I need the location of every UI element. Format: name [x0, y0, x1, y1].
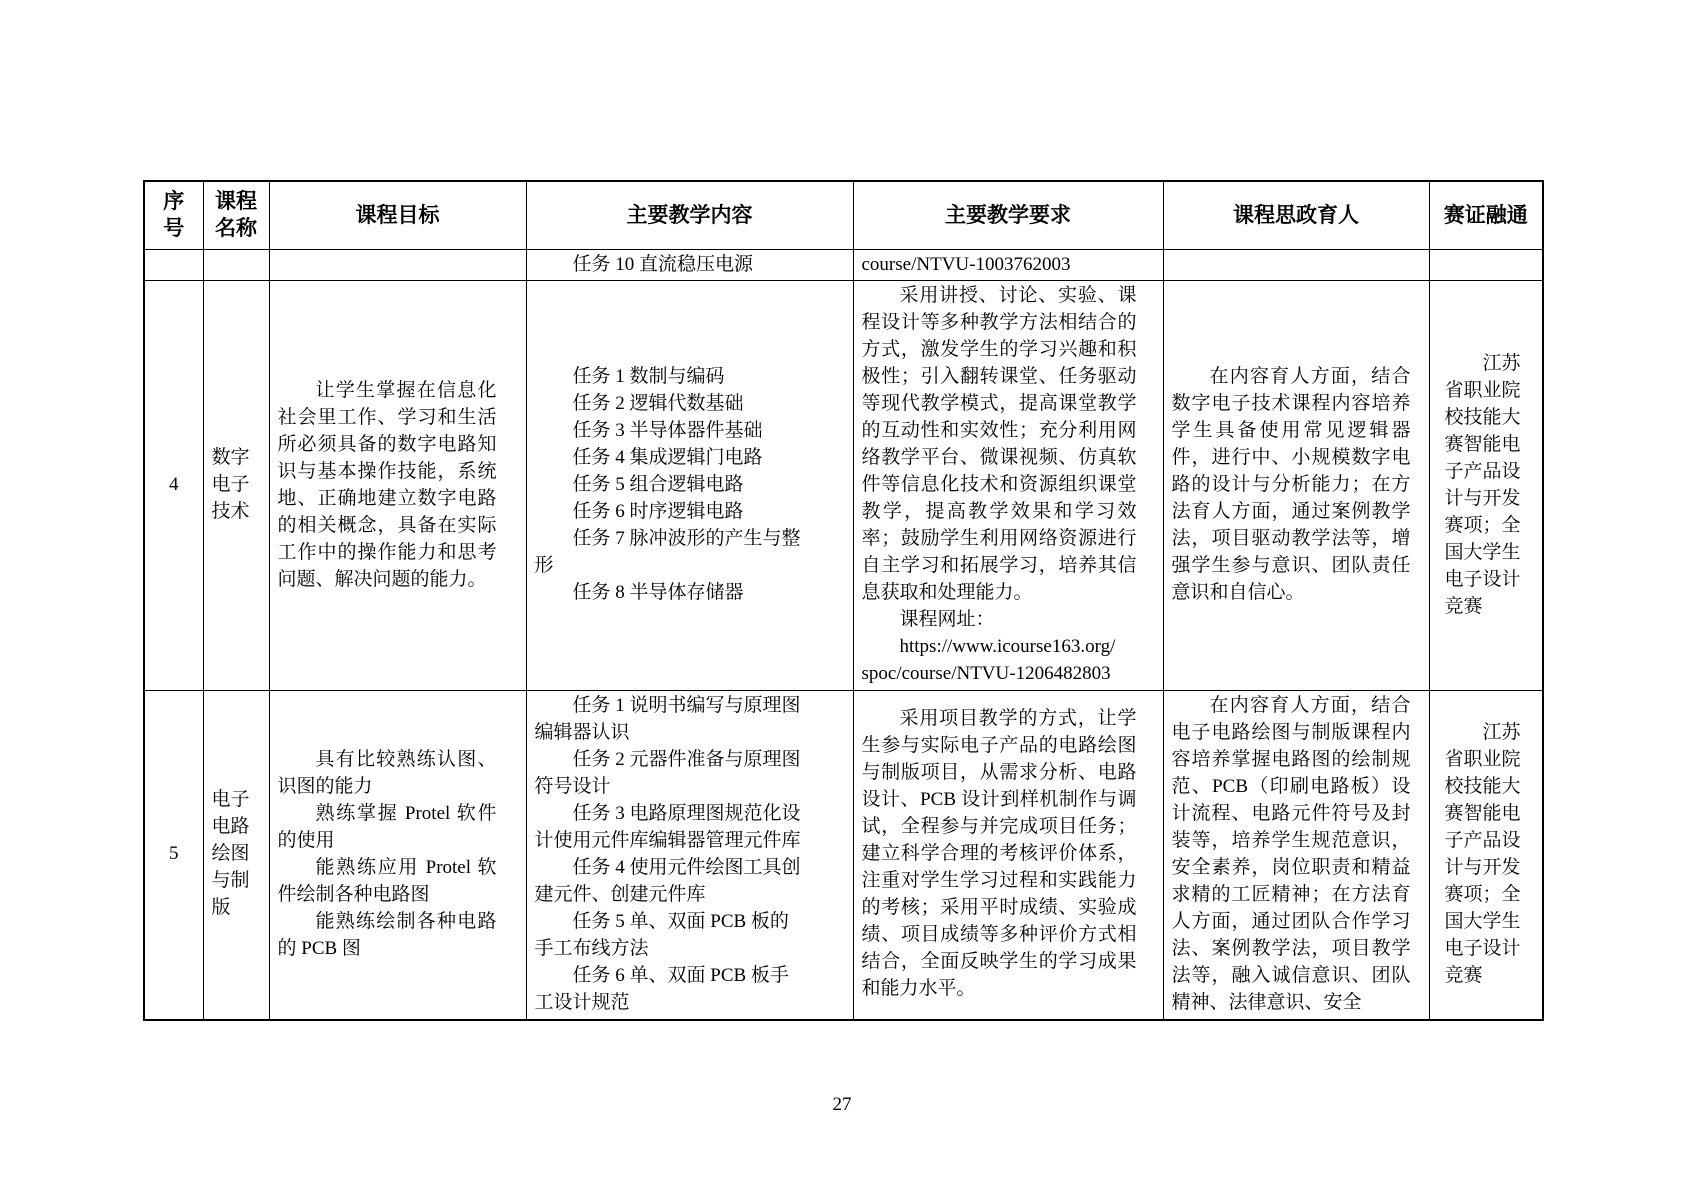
- task-item: 任务 6 时序逻辑电路: [572, 501, 744, 523]
- column-header-ideology: 课程思政育人: [1163, 181, 1429, 249]
- carryover-content-cell: [526, 249, 853, 281]
- row4-requirement-text: 采用讲授、讨论、实验、课程设计等多种教学方法相结合的方式，激发学生的学习兴趣和积极性；引入翻转课堂、任务驱动等现代教学模式，提高课堂教学的互动性和实效性；充分利用网络教学平台、微课视频、仿真软件等信息化技术和资源组织课堂教学，提高教学效果和学习效率；鼓励学生利用网络资源进行自主学习和拓展学习，培养其信息获取和处理能力。: [861, 285, 1137, 604]
- carryover-no-cell: [144, 249, 203, 281]
- row4-ideology-text: 在内容育人方面，结合数字电子技术课程内容培养学生具备使用常见逻辑器件，进行中、小规模数字电路的设计与分析能力；在方法育人方面，通过案例教学法，项目驱动教学法等，增强学生参与意识、团队责任意识和自信心。: [1171, 366, 1411, 604]
- table-header-row: [144, 181, 1543, 249]
- objective-item: 具有比较熟练认图、识图的能力: [277, 748, 497, 797]
- row5-competition-cell: [1429, 691, 1543, 1020]
- task-item: 任务 3 半导体器件基础: [572, 420, 763, 442]
- task-item: 任务 2 元器件准备与原理图符号设计: [534, 748, 801, 797]
- carryover-content-text: 任务 10 直流稳压电源: [572, 253, 754, 275]
- row4-ideology-cell: [1163, 281, 1429, 691]
- objective-item: 能熟练绘制各种电路的 PCB 图: [277, 910, 497, 959]
- task-item: 任务 6 单、双面 PCB 板手工设计规范: [534, 964, 789, 1013]
- task-item: 任务 2 逻辑代数基础: [572, 393, 744, 415]
- row4-competition-cell: [1429, 281, 1543, 691]
- task-item: 任务 1 说明书编写与原理图编辑器认识: [534, 695, 801, 743]
- carryover-requirement-cell: [853, 249, 1163, 281]
- objective-item: 熟练掌握 Protel 软件的使用: [277, 802, 497, 851]
- row4-objective-cell: [269, 281, 526, 691]
- column-header-name: 课程名称: [203, 181, 269, 249]
- row5-ideology-text: 在内容育人方面，结合电子电路绘图与制版课程内容培养掌握电路图的绘制规范、PCB（印刷电路板）设计流程、电路元件符号及封装等，培养学生规范意识，安全素养，岗位职责和精益求精的工匠精神；在方法育人方面，通过团队合作学习法、案例教学法，项目教学法等，融入诚信意识、团队精神、法律意识、安全: [1171, 695, 1411, 1013]
- row5-ideology-cell: [1163, 691, 1429, 1020]
- task-item: 任务 4 集成逻辑门电路: [572, 447, 763, 469]
- row4-no-cell: 4: [144, 281, 203, 691]
- carryover-ideology-cell: [1163, 249, 1429, 281]
- row4-name-cell: 数字电子技术: [203, 281, 269, 691]
- task-item: 任务 5 组合逻辑电路: [572, 474, 744, 496]
- task-item: 任务 4 使用元件绘图工具创建元件、创建元件库: [534, 856, 801, 905]
- row4-course-url-line1: https://www.icourse163.org/: [899, 636, 1116, 658]
- row4-requirement-cell: [853, 281, 1163, 691]
- row5-competition-text: 江苏省职业院校技能大赛智能电子产品设计与开发赛项；全国大学生电子设计竞赛: [1444, 721, 1521, 986]
- row4-competition-text: 江苏省职业院校技能大赛智能电子产品设计与开发赛项；全国大学生电子设计竞赛: [1444, 352, 1521, 617]
- row4-objective-text: 让学生掌握在信息化社会里工作、学习和生活所必须具备的数字电路知识与基本操作技能，系统地、正确地建立数字电路的相关概念，具备在实际工作中的操作能力和思考问题、解决问题的能力。: [277, 379, 497, 590]
- row5-requirement-text: 采用项目教学的方式，让学生参与实际电子产品的电路绘图与制版项目，从需求分析、电路设计、PCB 设计到样机制作与调试，全程参与并完成项目任务；建立科学合理的考核评价体系，注重对学生学习过程和实践能力的考核；采用平时成绩、实验成绩、项目成绩等多种评价方式相结合，全面反映学生的学习成果和能力水平。: [861, 708, 1137, 1000]
- objective-item: 能熟练应用 Protel 软件绘制各种电路图: [277, 856, 497, 905]
- column-header-requirement: 主要教学要求: [853, 181, 1163, 249]
- task-item: 任务 1 数制与编码: [572, 366, 725, 388]
- column-header-content: 主要教学内容: [526, 181, 853, 249]
- carryover-requirement-text: course/NTVU-1003762003: [861, 253, 1071, 275]
- carryover-row: [144, 249, 1543, 281]
- column-header-no: 序号: [144, 181, 203, 249]
- task-item: 任务 3 电路原理图规范化设计使用元件库编辑器管理元件库: [534, 802, 801, 851]
- row4-content-cell: [526, 281, 853, 691]
- task-item: 任务 5 单、双面 PCB 板的手工布线方法: [534, 910, 789, 959]
- row4-course-url-label: 课程网址：: [899, 609, 995, 631]
- row5-no-cell: 5: [144, 691, 203, 1020]
- row5-name-cell: 电子电路绘图与制版: [203, 691, 269, 1020]
- table-row-4: [144, 281, 1543, 691]
- column-header-objective: 课程目标: [269, 181, 526, 249]
- task-item: 任务 8 半导体存储器: [572, 582, 744, 604]
- task-item: 任务 7 脉冲波形的产生与整形: [534, 528, 801, 577]
- course-table: [143, 180, 1544, 1021]
- carryover-competition-cell: [1429, 249, 1543, 281]
- carryover-objective-cell: [269, 249, 526, 281]
- table-row-5: [144, 691, 1543, 1020]
- page-number: 27: [832, 1094, 852, 1115]
- carryover-name-cell: [203, 249, 269, 281]
- row5-content-cell: [526, 691, 853, 1020]
- row5-requirement-cell: [853, 691, 1163, 1020]
- row4-course-url-line2: spoc/course/NTVU-1206482803: [861, 663, 1111, 685]
- column-header-competition: 赛证融通: [1429, 181, 1543, 249]
- row5-objective-cell: [269, 691, 526, 1020]
